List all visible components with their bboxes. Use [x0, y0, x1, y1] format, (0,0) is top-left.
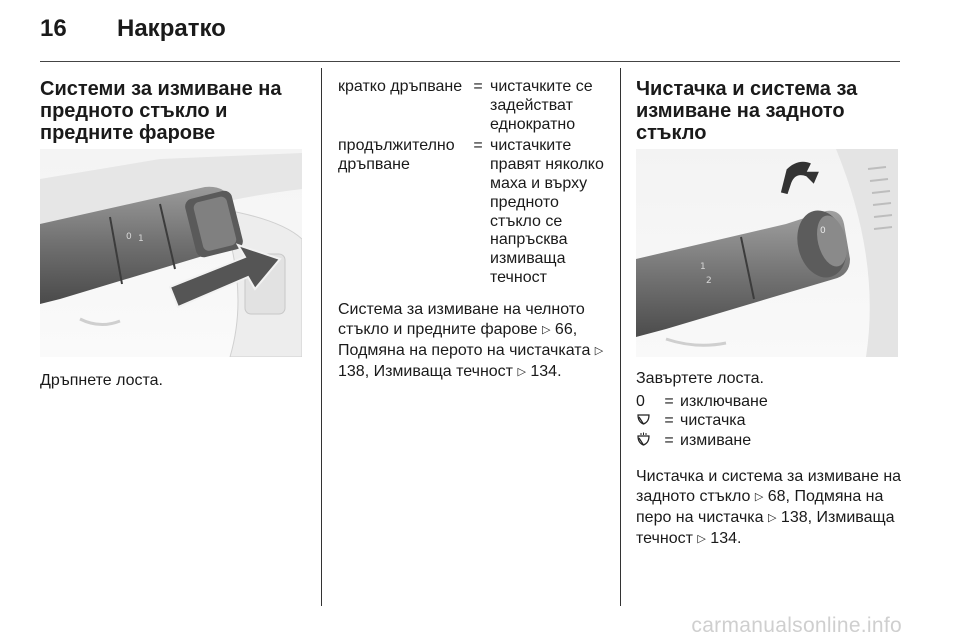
page-reference-arrow-icon: ▷	[697, 533, 706, 546]
svg-text:2: 2	[706, 276, 712, 286]
legend-row-washer	[636, 432, 768, 453]
page-header-title: Накратко	[117, 15, 226, 42]
definition-equals: =	[473, 78, 483, 95]
definition-description: чистачките правят няколко маха и върху предното стъкло се напръсква измиваща течност	[490, 137, 604, 286]
ref-link-wiper-blade[interactable]: Подмяна на перо на чистачка ▷ 138,	[636, 488, 884, 527]
page-reference-arrow-icon: ▷	[754, 491, 764, 504]
rear-washer-icon	[636, 434, 651, 451]
page-number: 16	[40, 15, 67, 42]
section-heading-front-washer: Системи за измиване на предното стъкло и предните фарове	[40, 78, 282, 144]
svg-text:0: 0	[820, 226, 826, 236]
header-rule	[40, 61, 900, 62]
caption-rotate-lever: Завъртете лоста.	[636, 370, 764, 387]
legend-label: измиване	[680, 432, 752, 450]
definition-row-long-pull	[338, 134, 606, 287]
page-reference-arrow-icon: ▷	[768, 512, 777, 525]
column-divider-2	[620, 68, 621, 606]
cross-reference-paragraph	[338, 300, 606, 383]
section-heading-rear-wiper: Чистачка и система за измиване на задното стъкло	[636, 78, 858, 144]
legend-row-wiper	[636, 412, 768, 433]
lever-position-legend	[636, 393, 768, 453]
caption-pull-lever: Дръпнете лоста.	[40, 372, 163, 389]
definition-equals: =	[473, 137, 483, 155]
ref-link-washer-fluid[interactable]: Измиваща течност ▷ 134.	[373, 362, 562, 380]
legend-label: чистачка	[680, 411, 746, 429]
legend-row-off	[636, 393, 768, 412]
definition-row-short-pull	[338, 78, 606, 134]
column-divider-1	[321, 68, 322, 606]
ref-link-rear-washer[interactable]: Чистачка и система за измиване на задното стъкло ▷ 68,	[636, 468, 902, 506]
svg-text:1: 1	[138, 234, 144, 244]
cross-reference-paragraph	[636, 467, 906, 550]
position-zero-label: 0	[636, 393, 645, 410]
page-reference-arrow-icon: ▷	[517, 365, 526, 378]
wiper-lever-rotate-illustration	[636, 149, 898, 357]
page-reference-arrow-icon: ▷	[542, 323, 551, 336]
rear-wiper-icon	[636, 414, 651, 431]
svg-text:0: 0	[126, 232, 132, 242]
legend-label: изключване	[680, 393, 768, 410]
watermark: carmanualsonline.info	[691, 614, 902, 637]
definition-term: кратко дръпване	[338, 78, 463, 95]
svg-text:1: 1	[700, 262, 706, 272]
ref-link-washer-fluid[interactable]: Измиваща течност ▷ 134.	[636, 509, 895, 548]
legend-equals: =	[664, 393, 674, 410]
left-column	[40, 78, 306, 391]
page-reference-arrow-icon: ▷	[594, 344, 604, 357]
definition-term: продължително дръпване	[338, 137, 455, 174]
middle-column	[338, 78, 606, 383]
legend-equals: =	[664, 432, 674, 450]
ref-link-front-washer[interactable]: Система за измиване на челното стъкло и предните фарове ▷ 66,	[338, 300, 585, 338]
legend-equals: =	[664, 411, 674, 429]
ref-link-wiper-blade[interactable]: Подмяна на перото на чистачката ▷ 138,	[338, 341, 604, 380]
right-column	[636, 78, 906, 550]
definition-description: чистачките се задействат еднократно	[490, 78, 593, 133]
wiper-action-definitions	[338, 78, 606, 288]
wiper-lever-pull-illustration	[40, 149, 302, 357]
